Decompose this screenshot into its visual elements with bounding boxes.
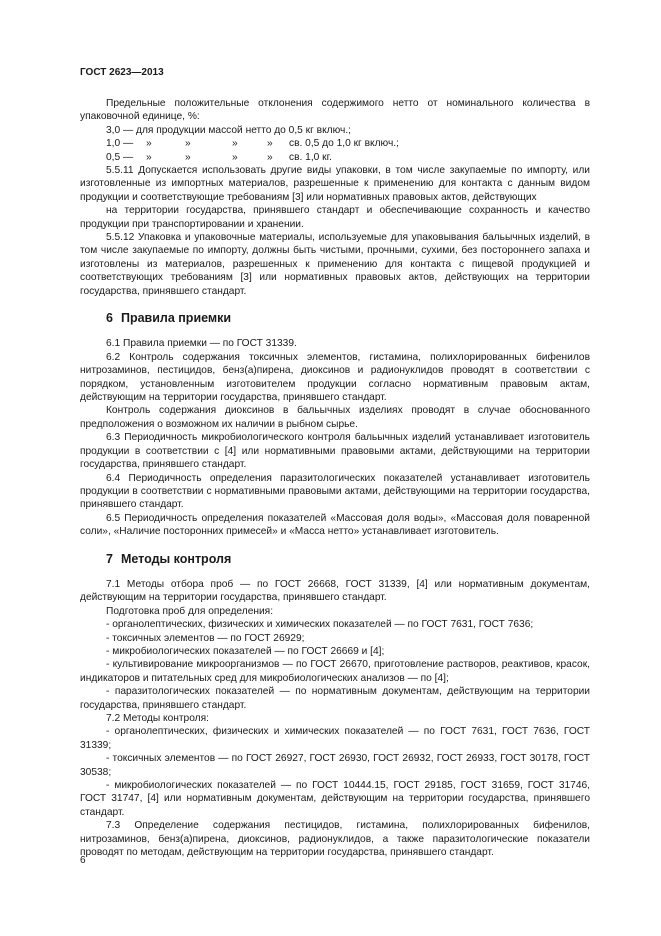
clause-5-5-11: 5.5.11 Допускается использовать другие виды упаковки, в том числе закупаемые по импорту, или изготовленные из импортных материалов, разрешенные к применению для контакта с данным видом продукции и соответствующие требованиям [3] или нормативных правовых актов, действующих [80, 164, 590, 203]
section-7-heading [106, 553, 590, 566]
tolerance-row-3-tail: св. 1,0 кг. [289, 151, 332, 163]
tolerance-row-3-value: 0,5 — [106, 151, 134, 163]
clause-6-2-dioxins: Контроль содержания диоксинов в бальычных изделиях проводят в случае обоснованного предположения о возможном их наличии в рыбном сырье. [80, 405, 590, 430]
list-item: - культивирование микроорганизмов — по ГОСТ 26670, приготовление растворов, реактивов, красок, индикаторов и питательных сред для микробиологических анализов — по [4]; [80, 659, 590, 684]
ditto-mark: » [185, 151, 191, 163]
clause-6-2: 6.2 Контроль содержания токсичных элементов, гистамина, полихлорированных бифенилов нитрозаминов, пестицидов, бенз(а)пирена, диоксинов и радионуклидов проводят в соответствии с порядком, установленным изготовителем продукции согласно нормативным правовым актам, действующим на территории государства, принявшего стандарт. [80, 351, 590, 404]
clause-7-2: 7.2 Методы контроля: [106, 713, 209, 725]
ditto-mark: » [146, 151, 152, 163]
list-item: - органолептических, физических и химических показателей — по ГОСТ 7631, ГОСТ 7636, ГОСТ 31339; [80, 726, 590, 751]
ditto-mark: » [146, 138, 152, 150]
section-6-heading [106, 312, 590, 325]
tolerance-row-2 [80, 137, 590, 150]
tolerance-row-3 [80, 151, 590, 164]
tolerance-row-1-text: 3,0 — для продукции массой нетто до 0,5 кг включ.; [106, 124, 351, 136]
section-6-number: 6 [106, 311, 113, 326]
document-body [80, 97, 590, 859]
ditto-mark: » [232, 151, 238, 163]
sample-prep-intro: Подготовка проб для определения: [106, 605, 274, 617]
list-item: - микробиологических показателей — по ГОСТ 10444.15, ГОСТ 29185, ГОСТ 31659, ГОСТ 31746, ГОСТ 31747, [4] или нормативным документам, действующим на территории государства, принявшего стандарт. [80, 780, 590, 818]
page-number: 6 [80, 855, 86, 866]
clause-5-5-11-continued: на территории государства, принявшего стандарт и обеспечивающие сохранность и качество продукции при транспортировании и хранении. [80, 205, 590, 230]
list-item: - паразитологических показателей — по нормативным документам, действующим на территории государства, принявшего стандарт. [80, 686, 590, 711]
clause-6-5: 6.5 Периодичность определения показателей «Массовая доля воды», «Массовая доля поваренной соли», «Наличие посторонних примесей» и «Масса нетто» устанавливает изготовитель. [80, 512, 590, 538]
ditto-mark: » [232, 138, 238, 150]
tolerance-row-2-tail: св. 0,5 до 1,0 кг включ.; [289, 138, 399, 150]
list-item: - токсичных элементов — по ГОСТ 26927, ГОСТ 26930, ГОСТ 26932, ГОСТ 26933, ГОСТ 30178, ГОСТ 30538; [80, 753, 590, 778]
ditto-mark: » [267, 151, 273, 163]
ditto-mark: » [267, 138, 273, 150]
document-header: ГОСТ 2623—2013 [80, 67, 164, 78]
clause-7-1: 7.1 Методы отбора проб — по ГОСТ 26668, ГОСТ 31339, [4] или нормативным документам, действующим на территории государства, принявшего стандарт. [80, 578, 590, 604]
paragraph-tolerances-intro: Предельные положительные отклонения содержимого нетто от номинального количества в упаковочной единице, %: [80, 98, 590, 123]
section-7-number: 7 [106, 551, 113, 566]
ditto-mark: » [185, 138, 191, 150]
clause-6-1: 6.1 Правила приемки — по ГОСТ 31339. [106, 338, 297, 350]
tolerance-row-2-value: 1,0 — [106, 138, 134, 150]
list-item: - органолептических, физических и химических показателей — по ГОСТ 7631, ГОСТ 7636; [106, 619, 534, 631]
clause-6-3: 6.3 Периодичность микробиологического контроля бальычных изделий устанавливает изготовитель продукции в соответствии с [4] или нормативными правовыми актами, действующими на территории государства, принявшего стандарт. [80, 432, 590, 471]
clause-6-4: 6.4 Периодичность определения паразитологических показателей устанавливает изготовитель продукции в соответствии с нормативными правовыми актами, действующими на территории государства, принявшего стандарт. [80, 472, 590, 511]
clause-7-3: 7.3 Определение содержания пестицидов, гистамина, полихлорированных бифенилов, нитрозаминов, бенз(а)пирена, диоксинов, радионуклидов, а также паразитологические показатели проводят по методам, действующим на территории государства, принявшего стандарт. [80, 820, 590, 859]
section-7-title: Методы контроля [120, 551, 232, 566]
list-item: - токсичных элементов — по ГОСТ 26929; [106, 632, 305, 644]
section-6-title: Правила приемки [120, 311, 232, 326]
list-item: - микробиологических показателей — по ГОСТ 26669 и [4]; [106, 645, 385, 657]
clause-5-5-12: 5.5.12 Упаковка и упаковочные материалы, используемые для упаковывания бальычных изделий, в том числе закупаемые по импорту, должны быть чистыми, прочными, сухими, без постороннего запаха и изготовлены из материалов, разрешенных к применению для контакта с пищевой продукцией и соответствующих требованиям [3] или нормативных правовых актов, действующих на территории государства, принявшего стандарт. [80, 232, 590, 297]
tolerance-row-1 [80, 124, 590, 137]
